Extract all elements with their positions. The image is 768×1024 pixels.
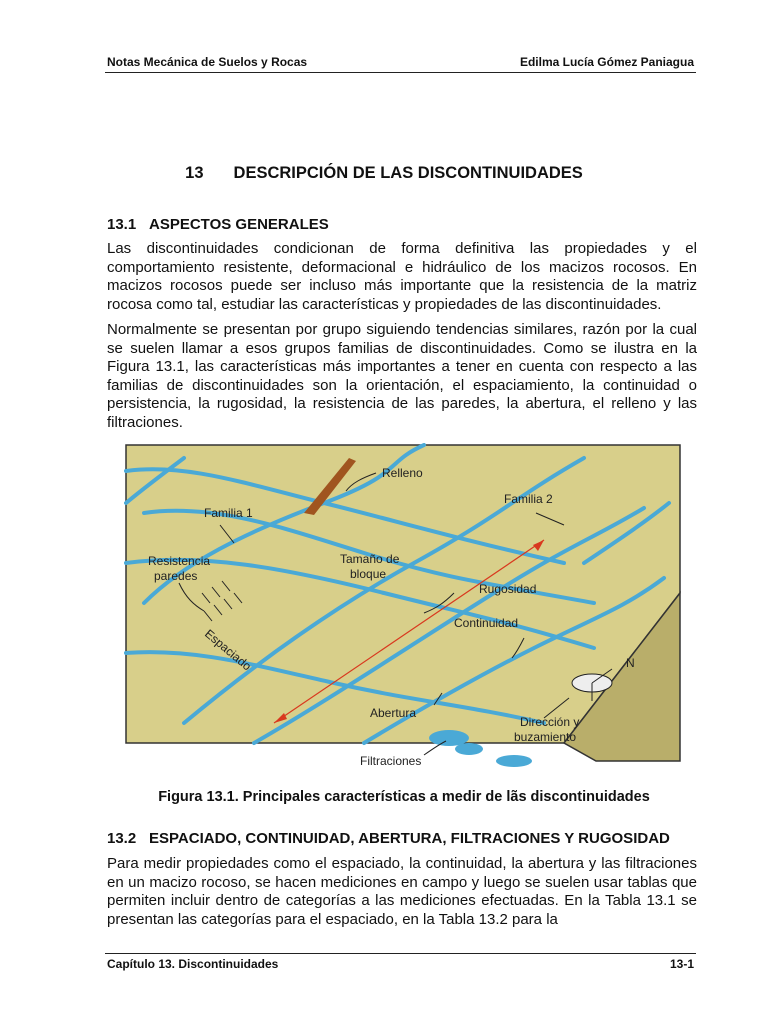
section-title-text: ESPACIADO, CONTINUIDAD, ABERTURA, FILTRACIONES Y RUGOSIDAD [149,830,670,847]
figure-caption: Figura 13.1. Principales características a medir de lãs discontinuidades [158,789,650,805]
header-right: Edilma Lucía Gómez Paniagua [519,55,694,69]
chapter-number: 13 [185,164,204,182]
figure-13-1 [124,443,682,775]
chapter-title [0,164,768,183]
chapter-title-text: DESCRIPCIÓN DE LAS DISCONTINUIDADES [233,164,583,182]
label-continuidad: Continuidad [454,616,519,630]
label-tamano: Tamaño de [340,552,400,566]
label-rugosidad: Rugosidad [479,582,537,596]
footer-left: Capítulo 13. Discontinuidades [107,957,279,971]
label-espaciado: Espaciado [202,626,255,674]
label-relleno: Relleno [382,466,423,480]
paragraph-1: Las discontinuidades condicionan de forma definitiva las propiedades y el comportamiento resistente, deformacional e hidráulico de los macizos rocosos. En macizos rocosos puede ser incluso más importante que la resistencia de la matriz rocosa como tal, estudiar las características y propiedades de las discontinuidades. [107,240,697,313]
label-paredes: paredes [154,569,198,583]
section-title-text: ASPECTOS GENERALES [149,216,329,233]
section-number: 13.1 [107,216,137,233]
paragraph-3: Para medir propiedades como el espaciado, la continuidad, la abertura y las filtraciones en un macizo rocoso, se hacen mediciones en campo y luego se suelen usar tablas que permiten incluir dentro de categorías a las mediciones efectuadas. En la Tabla 13.1 se presentan las categorías para el espaciado, en la Tabla 13.2 para la [107,855,697,928]
section-heading-13-2 [107,830,670,847]
label-familia-1: Familia 1 [204,506,253,520]
label-north: N [626,656,635,670]
header-left: Notas Mecánica de Suelos y Rocas [107,55,308,69]
label-buzamiento: buzamiento [514,730,577,744]
discontinuities-diagram [124,443,682,775]
footer-page-number: 13-1 [669,957,694,971]
label-abertura: Abertura [370,706,417,720]
label-direccion: Dirección y [520,715,580,729]
label-bloque: bloque [350,567,387,581]
page-header [105,54,696,73]
section-number: 13.2 [107,830,137,847]
paragraph-2: Normalmente se presentan por grupo siguiendo tendencias similares, razón por la cual se suelen llamar a esos grupos familias de discontinuidades. Como se ilustra en la Figura 13.1, las características más importantes a tener en cuenta con respecto a las familias de discontinuidades son la orientación, el espaciamiento, la continuidad o persistencia, la rugosidad, la resistencia de las paredes, la abertura, el relleno y las filtraciones. [107,321,697,431]
label-resistencia: Resistencia [148,554,211,568]
label-familia-2: Familia 2 [504,492,553,506]
page-footer [105,953,696,974]
section-heading-13-1 [107,216,329,233]
label-filtraciones: Filtraciones [360,754,422,768]
